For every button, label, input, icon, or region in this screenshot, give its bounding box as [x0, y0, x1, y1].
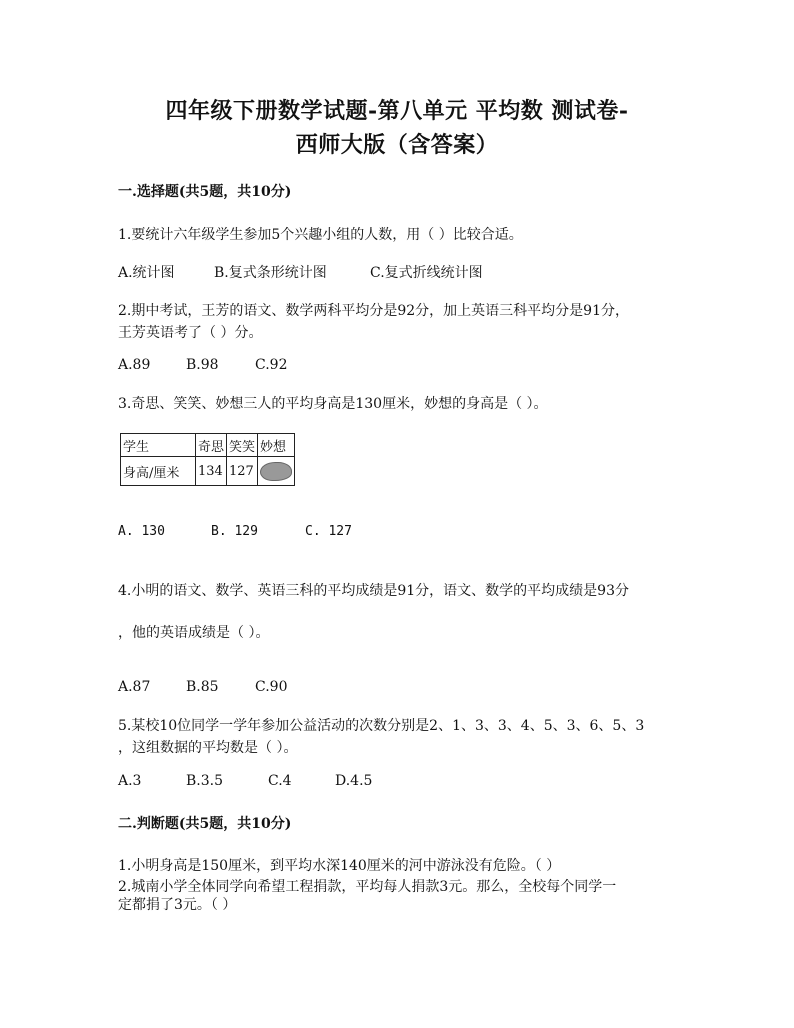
question-5-line-2: ，这组数据的平均数是（ ）。: [118, 740, 298, 756]
height-table: [120, 433, 295, 486]
option-a: A.3: [118, 773, 142, 789]
judgement-1-text: 1.小明身高是150厘米，到平均水深140厘米的河中游泳没有危险。（ ）: [118, 858, 561, 874]
question-2-line-1: 2.期中考试，王芳的语文、数学两科平均分是92分，加上英语三科平均分是91分，: [118, 303, 629, 319]
question-3-options: [118, 524, 418, 544]
table-cell: 134: [196, 457, 227, 486]
option-b: B.98: [186, 357, 219, 373]
option-b: B.85: [186, 679, 219, 695]
question-3-text: 3.奇思、笑笑、妙想三人的平均身高是130厘米，妙想的身高是（ ）。: [118, 396, 548, 412]
option-c: C.90: [255, 679, 288, 695]
option-b: B.复式条形统计图: [214, 265, 327, 281]
section-heading-judgement: 二.判断题(共5题，共10分): [118, 816, 292, 832]
option-c: C.92: [255, 357, 288, 373]
table-cell: 身高/厘米: [121, 457, 196, 486]
hidden-value-blot: [260, 462, 292, 481]
option-b: B.3.5: [186, 773, 224, 789]
question-1-text: 1.要统计六年级学生参加5个兴趣小组的人数，用（ ）比较合适。: [118, 227, 523, 243]
table-header-cell: 学生: [121, 434, 196, 457]
option-a: A.87: [118, 679, 151, 695]
judgement-2-line-2: 定都捐了3元。（ ）: [118, 897, 237, 913]
table-header-cell: 奇思: [196, 434, 227, 457]
option-a: A. 130: [118, 524, 165, 539]
table-cell: [258, 457, 295, 486]
question-5-options: [118, 773, 478, 793]
section-heading-choice: 一.选择题(共5题，共10分): [118, 184, 292, 200]
question-1-options: [118, 262, 678, 282]
question-5-line-1: 5.某校10位同学一学年参加公益活动的次数分别是2、1、3、3、4、5、3、6、5、3: [118, 718, 645, 734]
table-header-cell: 笑笑: [227, 434, 258, 457]
title-line-1: 四年级下册数学试题-第八单元 平均数 测试卷-: [165, 98, 629, 124]
question-4-line-2: ，他的英语成绩是（ ）。: [118, 625, 270, 641]
option-a: A.统计图: [118, 265, 175, 281]
question-2-options: [118, 357, 418, 377]
question-2-line-2: 王芳英语考了（ ）分。: [118, 325, 263, 341]
option-d: D.4.5: [335, 773, 373, 789]
table-cell: 127: [227, 457, 258, 486]
option-c: C.4: [268, 773, 292, 789]
title-line-2: 西师大版（含答案）: [295, 132, 499, 158]
option-c: C. 127: [305, 524, 352, 539]
question-4-options: [118, 679, 418, 699]
table-header-cell: 妙想: [258, 434, 295, 457]
option-b: B. 129: [211, 524, 258, 539]
option-a: A.89: [118, 357, 151, 373]
option-c: C.复式折线统计图: [370, 265, 483, 281]
question-4-line-1: 4.小明的语文、数学、英语三科的平均成绩是91分，语文、数学的平均成绩是93分: [118, 583, 629, 599]
judgement-2-line-1: 2.城南小学全体同学向希望工程捐款，平均每人捐款3元。那么，全校每个同学一: [118, 879, 617, 895]
